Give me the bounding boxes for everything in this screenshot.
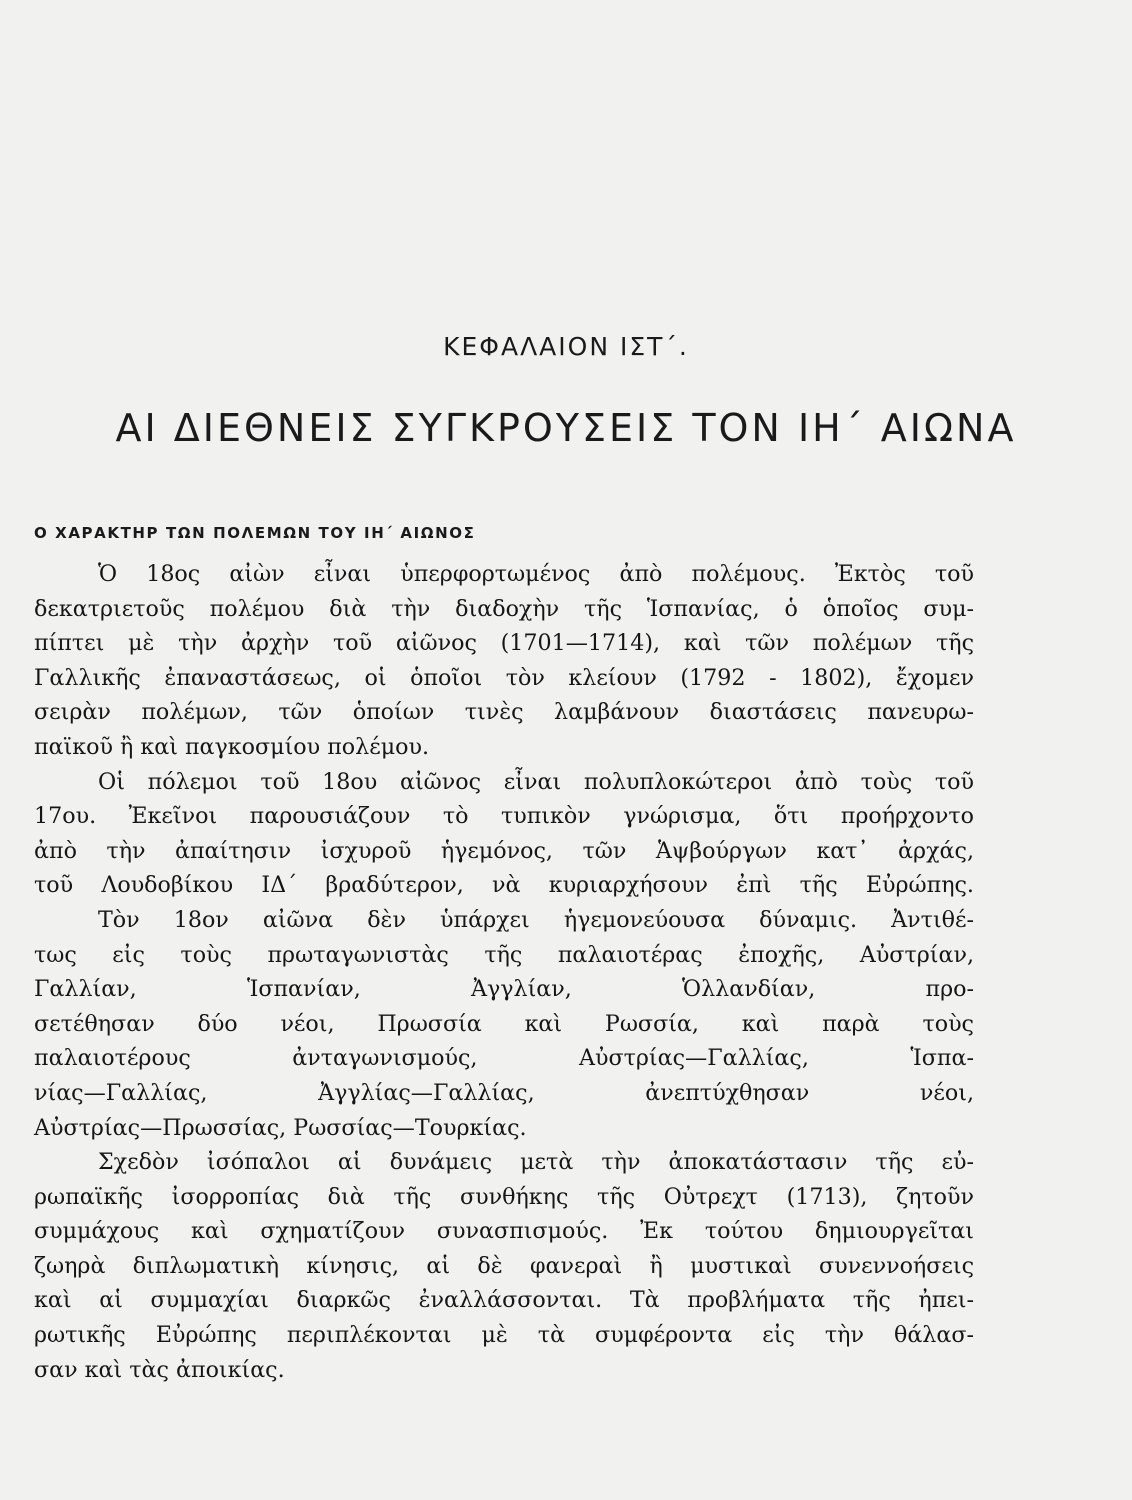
text-line: Αὐστρίας—Πρωσσίας, Ρωσσίας—Τουρκίας. [34,1114,527,1141]
text-line: Γαλλίαν, Ἱσπανίαν, Ἀγγλίαν, Ὁλλανδίαν, προ- [34,976,974,1003]
section-heading: Ο ΧΑΡΑΚΤΗΡ ΤΩΝ ΠΟΛΕΜΩΝ ΤΟΥ ΙΗ΄ ΑΙΩΝΟΣ [34,524,476,542]
text-line: πίπτει μὲ τὴν ἀρχὴν τοῦ αἰῶνος (1701—1714), καὶ τῶν πολέμων τῆς [34,630,974,657]
text-line: ἀπὸ τὴν ἀπαίτησιν ἰσχυροῦ ἡγεμόνος, τῶν Ἁψβούργων κατ᾽ ἀρχάς, [34,837,974,864]
text-line: ρωτικῆς Εὐρώπης περιπλέκονται μὲ τὰ συμφέροντα εἰς τὴν θάλασ- [34,1322,974,1349]
text-line: σειρὰν πολέμων, τῶν ὁποίων τινὲς λαμβάνουν διαστάσεις πανευρω- [34,699,974,726]
text-line: τως εἰς τοὺς πρωταγωνιστὰς τῆς παλαιοτέρας ἐποχῆς, Αὐστρίαν, [34,941,974,968]
text-line: σαν καὶ τὰς ἀποικίας. [34,1356,285,1383]
text-line: τοῦ Λουδοβίκου ΙΔ΄ βραδύτερον, νὰ κυριαρχήσουν ἐπὶ τῆς Εὐρώπης. [34,872,974,899]
text-line: δεκατριετοῦς πολέμου διὰ τὴν διαδοχὴν τῆς Ἱσπανίας, ὁ ὁποῖος συμ- [34,595,974,622]
text-line: συμμάχους καὶ σχηματίζουν συνασπισμούς. Ἐκ τούτου δημιουργεῖται [34,1218,974,1245]
text-line: ρωπαϊκῆς ἰσορροπίας διὰ τῆς συνθήκης τῆς Οὐτρεχτ (1713), ζητοῦν [34,1183,974,1210]
text-line: Οἱ πόλεμοι τοῦ 18ου αἰῶνος εἶναι πολυπλοκώτεροι ἀπὸ τοὺς τοῦ [98,768,974,795]
text-line: νίας—Γαλλίας, Ἀγγλίας—Γαλλίας, ἀνεπτύχθησαν νέοι, [34,1079,974,1106]
text-line: παϊκοῦ ἢ καὶ παγκοσμίου πολέμου. [34,733,430,760]
body-text [34,557,974,1387]
text-line: καὶ αἱ συμμαχίαι διαρκῶς ἐναλλάσσονται. Τὰ προβλήματα τῆς ἠπει- [34,1287,974,1314]
text-line: Σχεδὸν ἰσόπαλοι αἱ δυνάμεις μετὰ τὴν ἀποκατάστασιν τῆς εὐ- [98,1149,974,1176]
text-line: παλαιοτέρους ἀνταγωνισμούς, Αὐστρίας—Γαλλίας, Ἱσπα- [34,1045,974,1072]
chapter-title: ΑΙ ΔΙΕΘΝΕΙΣ ΣΥΓΚΡΟΥΣΕΙΣ ΤΟΝ ΙΗ΄ ΑΙΩΝΑ [115,406,1017,450]
text-line: Τὸν 18ον αἰῶνα δὲν ὑπάρχει ἡγεμονεύουσα δύναμις. Ἀντιθέ- [98,906,974,933]
text-line: Γαλλικῆς ἐπαναστάσεως, οἱ ὁποῖοι τὸν κλείουν (1792 - 1802), ἔχομεν [34,664,974,691]
text-line: ζωηρὰ διπλωματικὴ κίνησις, αἱ δὲ φανεραὶ ἢ μυστικαὶ συνεννοήσεις [34,1252,974,1279]
text-line: 17ου. Ἐκεῖνοι παρουσιάζουν τὸ τυπικὸν γνώρισμα, ὅτι προήρχοντο [34,803,974,830]
chapter-label: ΚΕΦΑΛΑΙΟΝ ΙΣΤ΄. [443,332,689,361]
text-line: σετέθησαν δύο νέοι, Πρωσσία καὶ Ρωσσία, καὶ παρὰ τοὺς [34,1010,974,1037]
text-line: Ὁ 18ος αἰὼν εἶναι ὑπερφορτωμένος ἀπὸ πολέμους. Ἐκτὸς τοῦ [98,561,974,587]
